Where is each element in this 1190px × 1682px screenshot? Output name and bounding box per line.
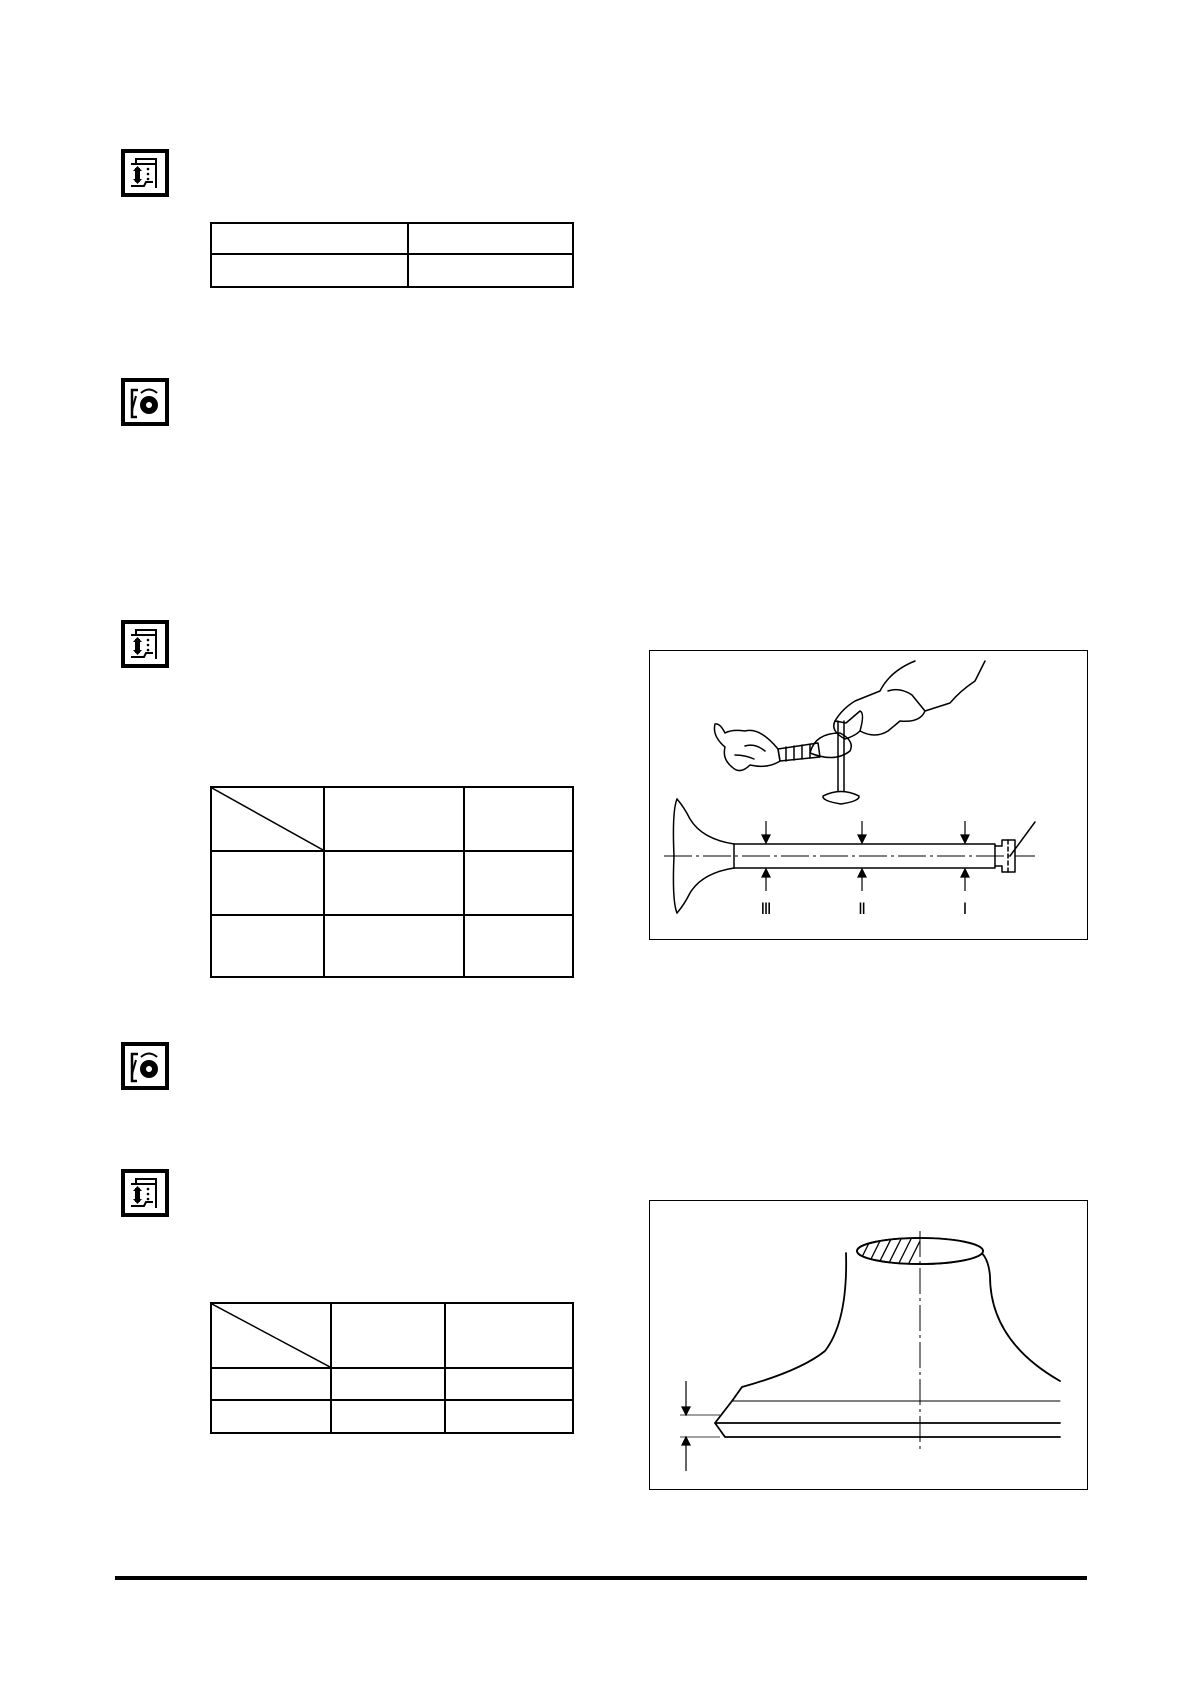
- table-cell: [445, 1303, 573, 1368]
- valve-stem-figure: [649, 650, 1088, 940]
- table-cell: [211, 915, 324, 977]
- table-cell: [324, 787, 464, 851]
- position-label-1: Ⅰ: [962, 901, 968, 918]
- table-cell: [324, 851, 464, 915]
- table-cell: [211, 1368, 331, 1400]
- table-cell: [331, 1303, 445, 1368]
- table-cell: [408, 223, 573, 254]
- spec-table-1: [210, 222, 574, 288]
- spec-table-2: [210, 786, 574, 978]
- table-cell: [324, 915, 464, 977]
- table-cell: [464, 787, 573, 851]
- table-cell: [464, 851, 573, 915]
- spec-table-3: [210, 1302, 574, 1434]
- valve-head-figure: [649, 1200, 1088, 1490]
- measure-icon: [120, 619, 170, 669]
- table-cell: [331, 1368, 445, 1400]
- footer-rule: [115, 1576, 1087, 1580]
- diagonal-header-cell: [211, 1303, 331, 1368]
- table-cell: [331, 1400, 445, 1433]
- table-cell: [445, 1368, 573, 1400]
- position-label-2: Ⅱ: [858, 901, 866, 918]
- table-cell: [408, 254, 573, 287]
- measure-icon: [120, 1168, 170, 1218]
- gauge-icon: [120, 377, 170, 427]
- diagonal-header-cell: [211, 787, 324, 851]
- table-cell: [211, 851, 324, 915]
- table-cell: [211, 223, 408, 254]
- table-cell: [211, 254, 408, 287]
- table-cell: [445, 1400, 573, 1433]
- table-cell: [464, 915, 573, 977]
- position-label-3: Ⅲ: [760, 901, 772, 918]
- gauge-icon: [120, 1041, 170, 1091]
- measure-icon: [120, 148, 170, 198]
- table-cell: [211, 1400, 331, 1433]
